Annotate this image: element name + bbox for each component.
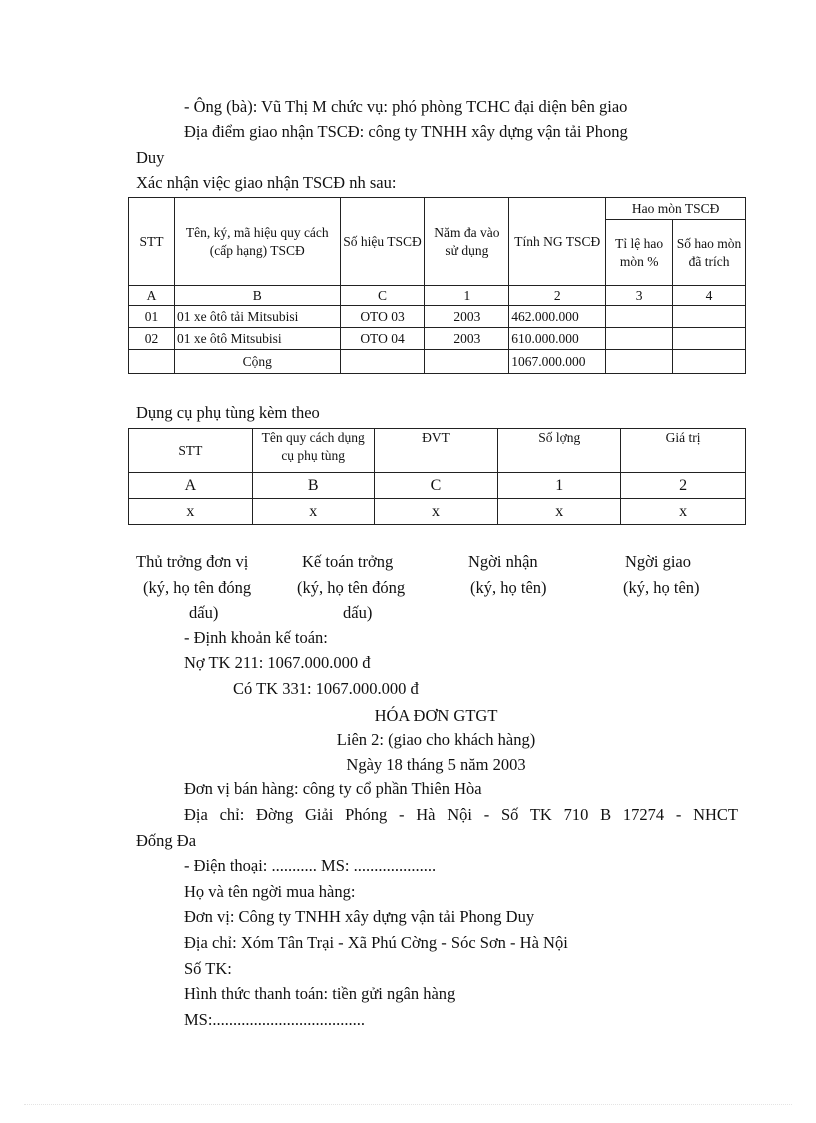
signature-sub-receiver: (ký, họ tên) <box>470 578 547 597</box>
total-empty <box>673 350 746 374</box>
table-row <box>129 499 746 525</box>
signature-sub-accountant: (ký, họ tên đóng <box>297 578 406 597</box>
tools-header-stt: STT <box>129 429 253 473</box>
total-empty <box>340 350 425 374</box>
asset-table <box>128 197 746 374</box>
invoice-title: HÓA ĐƠN GTGT <box>374 706 498 725</box>
letter-cell: 1 <box>425 286 509 306</box>
signature-sub-director: (ký, họ tên đóng <box>143 578 252 597</box>
header-year: Năm đa vào sử dụng <box>425 198 509 286</box>
total-empty <box>425 350 509 374</box>
accounting-title: - Định khoản kế toán: <box>184 628 328 647</box>
buyer-name: Họ và tên ngời mua hàng: <box>184 882 356 901</box>
intro-line-4: Xác nhận việc giao nhận TSCĐ nh sau: <box>136 173 397 192</box>
row-year: 2003 <box>425 328 509 350</box>
seller-address-cont: Đống Đa <box>136 831 197 850</box>
accounting-debit: Nợ TK 211: 1067.000.000 đ <box>184 653 371 672</box>
row-ng: 610.000.000 <box>509 328 606 350</box>
tools-cell: x <box>621 499 746 525</box>
header-depreciation: Số hao mòn đã trích <box>673 220 746 286</box>
page-footer-divider <box>24 1104 792 1105</box>
signature-head-director: Thủ trởng đơn vị <box>136 552 249 571</box>
accounting-credit: Có TK 331: 1067.000.000 đ <box>233 679 419 698</box>
row-rate <box>606 328 673 350</box>
buyer-unit: Đơn vị: Công ty TNHH xây dựng vận tải Phong Duy <box>184 907 535 926</box>
row-stt: 01 <box>129 306 175 328</box>
buyer-ms: MS:..................................... <box>184 1010 366 1029</box>
tools-cell: x <box>374 499 498 525</box>
signature-stamp-director: dấu) <box>189 603 219 622</box>
signature-head-accountant: Kế toán trởng <box>302 552 394 571</box>
total-label: Cộng <box>174 350 340 374</box>
tools-cell: x <box>129 499 253 525</box>
tools-header-unit: ĐVT <box>374 429 498 473</box>
signature-sub-deliverer: (ký, họ tên) <box>623 578 700 597</box>
header-name: Tên, ký, mã hiệu quy cách (cấp hạng) TSCĐ <box>174 198 340 286</box>
table-row <box>129 328 746 350</box>
tools-title: Dụng cụ phụ tùng kèm theo <box>136 403 320 422</box>
tools-letter-row <box>129 473 746 499</box>
seller-address: Địa chỉ: Đờng Giải Phóng - Hà Nội - Số TK 710 B 17274 - NHCT <box>184 805 738 824</box>
row-name: 01 xe ôtô Mitsubisi <box>174 328 340 350</box>
header-stt: STT <box>129 198 175 286</box>
intro-line-2: Địa điểm giao nhận TSCĐ: công ty TNHH xây dựng vận tải Phong <box>184 122 628 141</box>
letter-cell: 2 <box>621 473 746 499</box>
payment-method: Hình thức thanh toán: tiền gửi ngân hàng <box>184 984 456 1003</box>
signature-head-receiver: Ngời nhận <box>468 552 538 571</box>
total-value: 1067.000.000 <box>509 350 606 374</box>
signature-head-deliverer: Ngời giao <box>625 552 692 571</box>
letter-cell: A <box>129 286 175 306</box>
tools-cell: x <box>498 499 621 525</box>
letter-cell: 2 <box>509 286 606 306</box>
table-row <box>129 306 746 328</box>
header-rate: Tỉ lệ hao mòn % <box>606 220 673 286</box>
row-stt: 02 <box>129 328 175 350</box>
tools-header-value: Giá trị <box>621 429 746 473</box>
tools-table <box>128 428 746 525</box>
invoice-date: Ngày 18 tháng 5 năm 2003 <box>346 755 526 774</box>
total-empty <box>129 350 175 374</box>
intro-line-1: - Ông (bà): Vũ Thị M chức vụ: phó phòng TCHC đại diện bên giao <box>184 97 628 116</box>
row-depreciation <box>673 306 746 328</box>
row-depreciation <box>673 328 746 350</box>
row-ng: 462.000.000 <box>509 306 606 328</box>
row-name: 01 xe ôtô tải Mitsubisi <box>174 306 340 328</box>
letter-cell: B <box>252 473 374 499</box>
letter-cell: B <box>174 286 340 306</box>
buyer-account: Số TK: <box>184 959 232 978</box>
signature-stamp-accountant: dấu) <box>343 603 373 622</box>
row-rate <box>606 306 673 328</box>
row-code: OTO 03 <box>340 306 425 328</box>
letter-cell: 1 <box>498 473 621 499</box>
total-empty <box>606 350 673 374</box>
total-row <box>129 350 746 374</box>
header-ng: Tính NG TSCĐ <box>509 198 606 286</box>
intro-line-3: Duy <box>136 148 165 167</box>
row-year: 2003 <box>425 306 509 328</box>
tools-header-name: Tên quy cách dụng cụ phụ tùng <box>252 429 374 473</box>
header-depreciation-group: Hao mòn TSCĐ <box>606 198 746 220</box>
header-code: Số hiệu TSCĐ <box>340 198 425 286</box>
seller-unit: Đơn vị bán hàng: công ty cổ phần Thiên Hòa <box>184 779 482 798</box>
letter-cell: 3 <box>606 286 673 306</box>
tools-header-quantity: Số lợng <box>498 429 621 473</box>
invoice-copy: Liên 2: (giao cho khách hàng) <box>336 730 536 749</box>
letter-cell: C <box>374 473 498 499</box>
seller-phone: - Điện thoại: ........... MS: .................... <box>184 856 437 875</box>
tools-cell: x <box>252 499 374 525</box>
letter-row <box>129 286 746 306</box>
letter-cell: C <box>340 286 425 306</box>
row-code: OTO 04 <box>340 328 425 350</box>
buyer-address: Địa chỉ: Xóm Tân Trại - Xã Phú Cờng - Sóc Sơn - Hà Nội <box>184 933 568 952</box>
letter-cell: 4 <box>673 286 746 306</box>
letter-cell: A <box>129 473 253 499</box>
